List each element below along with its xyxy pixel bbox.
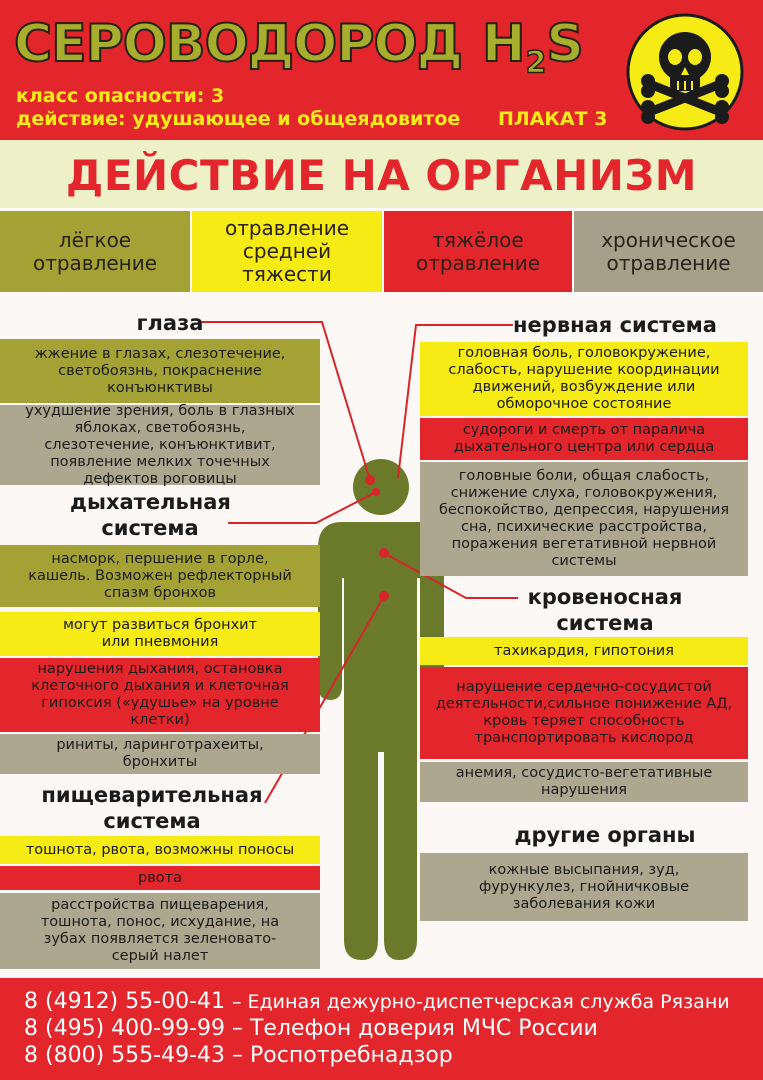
phone-label: – Телефон доверия МЧС России [232,1016,598,1041]
nervous-moderate: головная боль, головокружение, слабость, нарушение координации движений, возбуждение или обморочное состояние [420,342,748,416]
phone-label: – Единая дежурно-диспетчерская служба Рязани [232,991,730,1013]
respiratory-heading: дыхательная система [70,490,231,540]
respiratory-mild: насморк, першение в горле, кашель. Возможен рефлекторный спазм бронхов [0,545,320,607]
phone-number: 8 (495) 400-99-99 [24,1016,225,1041]
legend-moderate: отравление средней тяжести [192,211,382,292]
phone-mchs [24,1016,598,1042]
phone-number: 8 (4912) 55-00-41 [24,989,225,1014]
phone-ryazan [24,989,730,1015]
digestive-heading: пищеварительная система [41,783,263,833]
digestive-moderate: тошнота, рвота, возможны поносы [0,836,320,864]
circulatory-chronic: анемия, сосудисто-вегетативные нарушения [420,762,748,802]
section-title: ДЕЙСТВИЕ НА ОРГАНИЗМ [65,151,698,200]
phone-label: – Роспотребнадзор [232,1043,453,1068]
legend-chronic: хроническое отравление [574,211,763,292]
eyes-chronic: ухудшение зрения, боль в глазных яблоках, светобоязнь, слезотечение, конъюнктивит, появление мелких точечных дефектов роговицы [0,405,320,485]
phone-number: 8 (800) 555-49-43 [24,1043,225,1068]
circulatory-heading: кровеносная система [527,585,683,635]
nervous-severe: судороги и смерть от паралича дыхательного центра или сердца [420,418,748,460]
action-type: действие: удушающее и общеядовитое [16,108,461,130]
nervous-heading: нервная система [513,313,717,337]
other-organs-heading: другие органы [514,823,696,847]
legend-severe: тяжёлое отравление [384,211,572,292]
hazard-class: класс опасности: 3 [16,85,225,107]
respiratory-severe: нарушения дыхания, остановка клеточного дыхания и клеточная гипоксия («удушье» на уровне клетки) [0,658,320,732]
other-organs-chronic: кожные высыпания, зуд, фурункулез, гнойничковые заболевания кожи [420,853,748,921]
eyes-heading: глаза [136,311,204,335]
nervous-chronic: головные боли, общая слабость, снижение слуха, головокружения, беспокойство, депрессия, нарушения сна, психические расстройства, поражения вегетативной нервной системы [420,462,748,576]
poster-number: ПЛАКАТ 3 [498,108,608,130]
respiratory-moderate: могут развиться бронхит или пневмония [0,612,320,656]
page-title: СЕРОВОДОРОД [14,14,462,74]
chemical-formula: $H_2S$ [482,14,584,81]
eyes-mild: жжение в глазах, слезотечение, светобоязнь, покраснение конъюнктивы [0,339,320,403]
digestive-chronic: расстройства пищеварения, тошнота, понос, исхудание, на зубах появляется зеленовато-серый налет [0,893,320,969]
legend-mild: лёгкое отравление [0,211,190,292]
circulatory-moderate: тахикардия, гипотония [420,637,748,665]
circulatory-severe: нарушение сердечно-сосудистой деятельности,сильное понижение АД, кровь теряет способность транспортировать кислород [420,667,748,759]
phone-rospotrebnadzor [24,1043,453,1069]
digestive-severe: рвота [0,866,320,890]
respiratory-chronic: риниты, ларинготрахеиты, бронхиты [0,734,320,774]
